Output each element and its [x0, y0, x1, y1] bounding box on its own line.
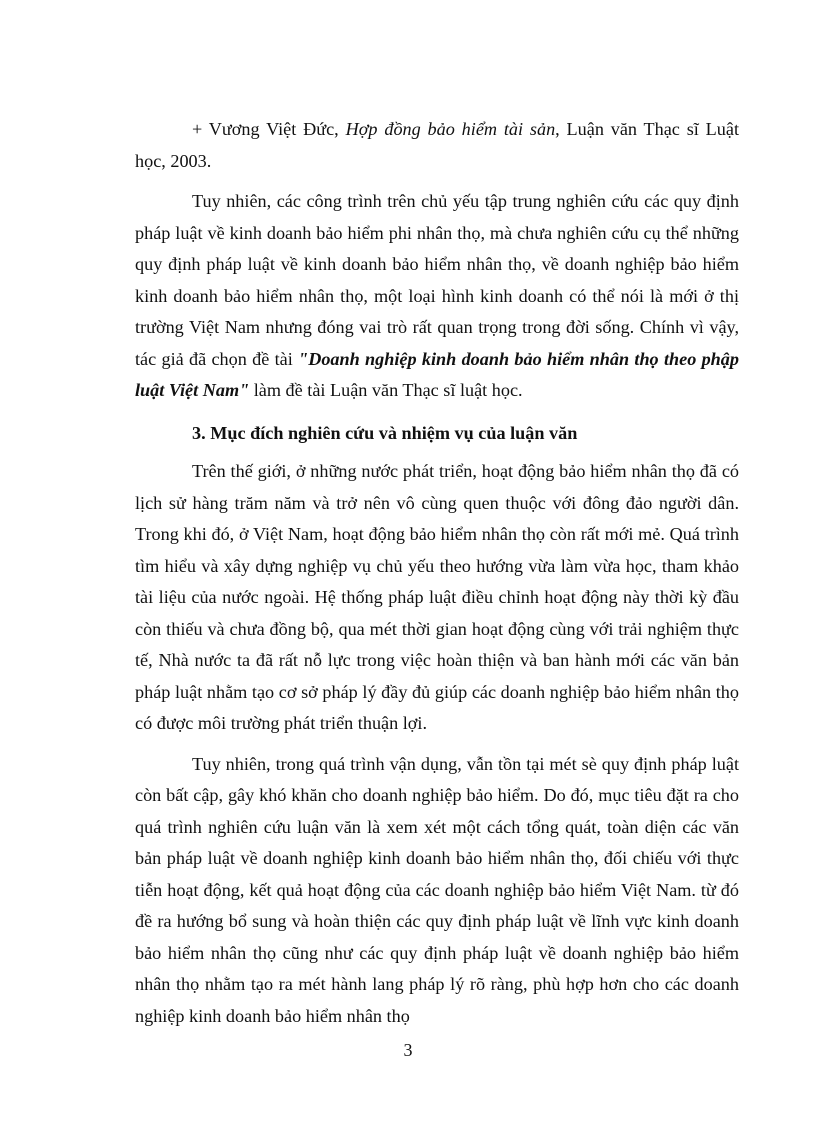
paragraph-1-text: Tuy nhiên, các công trình trên chủ yếu tập trung nghiên cứu các quy định pháp luật về kinh doanh bảo hiểm phi nhân thọ, mà chưa nghiên cứu cụ thể những quy định pháp luật về kinh doanh bảo hiểm nhân thọ, về doanh nghiệp bảo hiểm kinh doanh bảo hiểm nhân thọ, một loại hình kinh doanh có thể nói là mới ở thị trường Việt Nam nhưng đóng vai trò rất quan trọng trong đời sống. Chính vì vậy, tác giả đã chọn đề tài [135, 191, 739, 369]
section-heading: 3. Mục đích nghiên cứu và nhiệm vụ của luận văn [192, 422, 578, 443]
reference-details: , Luận văn Thạc sĩ Luật học, 2003. [135, 119, 740, 171]
body-paragraph-1 [135, 186, 739, 407]
body-paragraph-3: Tuy nhiên, trong quá trình vận dụng, vẫn tồn tại mét sè quy định pháp luật còn bất cập, gây khó khăn cho doanh nghiệp bảo hiểm. Do đó, mục tiêu đặt ra cho quá trình nghiên cứu luận văn là xem xét một cách tổng quát, toàn diện các văn bản pháp luật về doanh nghiệp kinh doanh bảo hiểm nhân thọ, đối chiếu với thực tiễn hoạt động, kết quả hoạt động của các doanh nghiệp bảo hiểm Việt Nam. từ đó đề ra hướng bổ sung và hoàn thiện các quy định pháp luật về lĩnh vực kinh doanh bảo hiểm nhân thọ cũng như các quy định pháp luật về doanh nghiệp bảo hiểm nhân thọ nhằm tạo ra mét hành lang pháp lý rõ ràng, phù hợp hơn cho các doanh nghiệp kinh doanh bảo hiểm nhân thọ [135, 753, 739, 1026]
thesis-title: "Doanh nghiệp kinh doanh bảo hiểm nhân thọ theo phập luật Việt Nam" [135, 348, 739, 400]
page-number: 3 [403, 1040, 413, 1060]
paragraph-1-ending: làm đề tài Luận văn Thạc sĩ luật học. [249, 380, 523, 400]
reference-author: + Vương Việt Đức, [192, 119, 346, 139]
page-body [135, 114, 739, 1032]
reference-title: Hợp đồng bảo hiểm tài sản [345, 119, 556, 139]
reference-item [135, 114, 739, 177]
body-paragraph-2: Trên thế giới, ở những nước phát triển, hoạt động bảo hiểm nhân thọ đã có lịch sử hàng trăm năm và trở nên vô cùng quen thuộc với đông đảo người dân. Trong khi đó, ở Việt Nam, hoạt động bảo hiểm nhân thọ còn rất mới mẻ. Quá trình tìm hiểu và xây dựng nghiệp vụ chủ yếu theo hướng vừa làm vừa học, tham khảo tài liệu của nước ngoài. Hệ thống pháp luật điều chỉnh hoạt động này thời kỳ đầu còn thiếu và chưa đồng bộ, qua mét thời gian hoạt động cùng với trải nghiệm thực tế, Nhà nước ta đã rất nỗ lực trong việc hoàn thiện và ban hành mới các văn bản pháp luật nhằm tạo cơ sở pháp lý đầy đủ giúp các doanh nghiệp bảo hiểm nhân thọ có được môi trường phát triển thuận lợi. [135, 461, 739, 733]
